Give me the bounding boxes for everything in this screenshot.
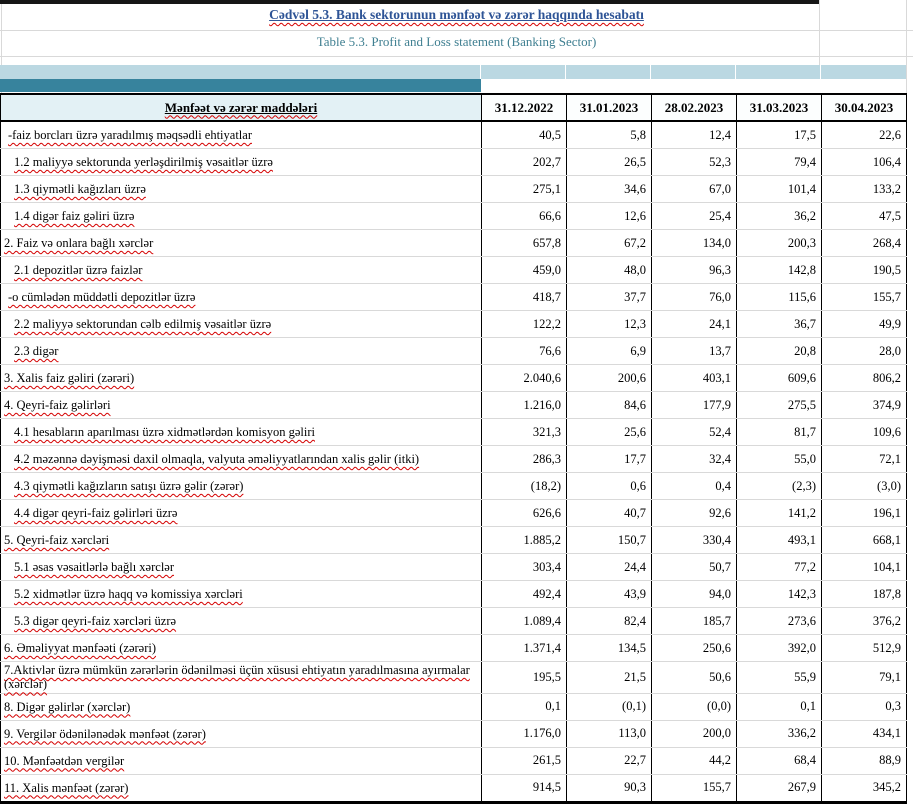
value-cell: 0,1 xyxy=(737,693,822,720)
value-cell: 76,0 xyxy=(652,284,737,311)
column-header-items: Mənfəət və zərər maddələri xyxy=(1,94,482,121)
value-cell: 609,6 xyxy=(737,365,822,392)
value-cell: 303,4 xyxy=(482,554,567,581)
value-cell: 104,1 xyxy=(822,554,907,581)
value-cell: 142,3 xyxy=(737,581,822,608)
value-cell: 24,4 xyxy=(567,554,652,581)
band-segment xyxy=(0,65,480,79)
value-cell: 321,3 xyxy=(482,419,567,446)
table-row xyxy=(1,554,907,581)
value-cell: 133,2 xyxy=(822,176,907,203)
table-row xyxy=(1,284,907,311)
value-cell: (0,0) xyxy=(652,693,737,720)
row-label: 1.2 maliyyə sektorunda yerləşdirilmiş vəsaitlər üzrə xyxy=(1,149,482,176)
row-label: 5. Qeyri-faiz xərcləri xyxy=(1,527,482,554)
value-cell: 106,4 xyxy=(822,149,907,176)
row-label: 2. Faiz və onlara bağlı xərclər xyxy=(1,230,482,257)
value-cell: 79,1 xyxy=(822,662,907,694)
value-cell: (18,2) xyxy=(482,473,567,500)
band-segment xyxy=(651,65,735,79)
value-cell: 336,2 xyxy=(737,720,822,747)
band-segment xyxy=(566,65,650,79)
row-label: 4.1 hesabların aparılması üzrə xidmətlərdən komisyon gəliri xyxy=(1,419,482,446)
value-cell: 261,5 xyxy=(482,747,567,774)
value-cell: 200,3 xyxy=(737,230,822,257)
row-label: 10. Mənfəətdən vergilər xyxy=(1,747,482,774)
table-title-azerbaijani[interactable]: Cədvəl 5.3. Bank sektorunun mənfəət və zərər haqqında hesabatı xyxy=(269,7,644,22)
value-cell: 668,1 xyxy=(822,527,907,554)
value-cell: 134,0 xyxy=(652,230,737,257)
value-cell: 50,6 xyxy=(652,662,737,694)
value-cell: 200,0 xyxy=(652,720,737,747)
value-cell: 40,7 xyxy=(567,500,652,527)
value-cell: 493,1 xyxy=(737,527,822,554)
value-cell: 17,7 xyxy=(567,446,652,473)
value-cell: 12,4 xyxy=(652,121,737,149)
value-cell: 286,3 xyxy=(482,446,567,473)
value-cell: 12,3 xyxy=(567,311,652,338)
row-label: 7.Aktivlər üzrə mümkün zərərlərin ödənilməsi üçün xüsusi ehtiyatın yaradılmasına ayırmalar (xərclər) xyxy=(1,662,482,694)
value-cell: 0,4 xyxy=(652,473,737,500)
value-cell: 115,6 xyxy=(737,284,822,311)
value-cell: 17,5 xyxy=(737,121,822,149)
column-header-date: 28.02.2023 xyxy=(652,94,737,121)
value-cell: 185,7 xyxy=(652,608,737,635)
value-cell: 914,5 xyxy=(482,774,567,802)
value-cell: (2,3) xyxy=(737,473,822,500)
value-cell: 141,2 xyxy=(737,500,822,527)
table-row xyxy=(1,121,907,149)
table-row xyxy=(1,747,907,774)
value-cell: 275,1 xyxy=(482,176,567,203)
value-cell: 49,9 xyxy=(822,311,907,338)
row-label: 4. Qeyri-faiz gəlirləri xyxy=(1,392,482,419)
column-header-date: 31.12.2022 xyxy=(482,94,567,121)
value-cell: 806,2 xyxy=(822,365,907,392)
value-cell: (0,1) xyxy=(567,693,652,720)
value-cell: 113,0 xyxy=(567,720,652,747)
value-cell: 44,2 xyxy=(652,747,737,774)
value-cell: 200,6 xyxy=(567,365,652,392)
value-cell: 187,8 xyxy=(822,581,907,608)
value-cell: 434,1 xyxy=(822,720,907,747)
value-cell: 101,4 xyxy=(737,176,822,203)
value-cell: 36,7 xyxy=(737,311,822,338)
table-row xyxy=(1,608,907,635)
table-row xyxy=(1,720,907,747)
value-cell: 36,2 xyxy=(737,203,822,230)
value-cell: 13,7 xyxy=(652,338,737,365)
previous-table-bottom-border xyxy=(0,0,819,4)
value-cell: 0,1 xyxy=(482,693,567,720)
value-cell: 26,5 xyxy=(567,149,652,176)
table-row xyxy=(1,257,907,284)
value-cell: 52,3 xyxy=(652,149,737,176)
row-label: -faiz borcları üzrə yaradılmış məqsədli ehtiyatlar xyxy=(1,121,482,149)
row-label: 2.2 maliyyə sektorundan cəlb edilmiş vəsaitlər üzrə xyxy=(1,311,482,338)
row-label: -o cümlədən müddətli depozitlər üzrə xyxy=(1,284,482,311)
value-cell: 40,5 xyxy=(482,121,567,149)
row-label: 11. Xalis mənfəət (zərər) xyxy=(1,774,482,802)
table-row xyxy=(1,230,907,257)
gridline-under-title-en xyxy=(0,56,913,57)
row-label: 1.4 digər faiz gəliri üzrə xyxy=(1,203,482,230)
value-cell: 142,8 xyxy=(737,257,822,284)
table-body xyxy=(1,121,907,802)
value-cell: 1.089,4 xyxy=(482,608,567,635)
value-cell: 28,0 xyxy=(822,338,907,365)
row-label: 4.2 məzənnə dəyişməsi daxil olmaqla, valyuta əməliyyatlarından xalis gəlir (itki) xyxy=(1,446,482,473)
row-label: 5.1 əsas vəsaitlərlə bağlı xərclər xyxy=(1,554,482,581)
value-cell: 1.176,0 xyxy=(482,720,567,747)
value-cell: 403,1 xyxy=(652,365,737,392)
value-cell: 459,0 xyxy=(482,257,567,284)
value-cell: 268,4 xyxy=(822,230,907,257)
value-cell: 22,6 xyxy=(822,121,907,149)
table-row xyxy=(1,500,907,527)
band-segment xyxy=(821,65,906,79)
value-cell: 0,3 xyxy=(822,693,907,720)
value-cell: 48,0 xyxy=(567,257,652,284)
value-cell: 50,7 xyxy=(652,554,737,581)
value-cell: 47,5 xyxy=(822,203,907,230)
row-label: 6. Əməliyyat mənfəəti (zərəri) xyxy=(1,635,482,662)
value-cell: 20,8 xyxy=(737,338,822,365)
value-cell: 68,4 xyxy=(737,747,822,774)
value-cell: 392,0 xyxy=(737,635,822,662)
value-cell: 34,6 xyxy=(567,176,652,203)
value-cell: 21,5 xyxy=(567,662,652,694)
table-row xyxy=(1,635,907,662)
value-cell: 6,9 xyxy=(567,338,652,365)
table-row xyxy=(1,581,907,608)
value-cell: 657,8 xyxy=(482,230,567,257)
table-row xyxy=(1,365,907,392)
row-label: 1.3 qiymətli kağızları üzrə xyxy=(1,176,482,203)
value-cell: 376,2 xyxy=(822,608,907,635)
row-label: 9. Vergilər ödənilənədək mənfəət (zərər) xyxy=(1,720,482,747)
value-cell: 52,4 xyxy=(652,419,737,446)
value-cell: 190,5 xyxy=(822,257,907,284)
table-row xyxy=(1,338,907,365)
table-header-row xyxy=(1,94,907,121)
gridline-under-title-az xyxy=(0,30,913,31)
value-cell: 79,4 xyxy=(737,149,822,176)
value-cell: 195,5 xyxy=(482,662,567,694)
value-cell: 196,1 xyxy=(822,500,907,527)
table-row xyxy=(1,527,907,554)
value-cell: 150,7 xyxy=(567,527,652,554)
table-row xyxy=(1,203,907,230)
row-label: 5.3 digər qeyri-faiz xərcləri üzrə xyxy=(1,608,482,635)
column-header-date: 31.03.2023 xyxy=(737,94,822,121)
column-header-date: 30.04.2023 xyxy=(822,94,907,121)
value-cell: 67,2 xyxy=(567,230,652,257)
value-cell: 267,9 xyxy=(737,774,822,802)
value-cell: 82,4 xyxy=(567,608,652,635)
value-cell: 43,9 xyxy=(567,581,652,608)
value-cell: 66,6 xyxy=(482,203,567,230)
table-row xyxy=(1,774,907,802)
table-row xyxy=(1,419,907,446)
value-cell: 55,0 xyxy=(737,446,822,473)
value-cell: 1.885,2 xyxy=(482,527,567,554)
value-cell: 32,4 xyxy=(652,446,737,473)
value-cell: 90,3 xyxy=(567,774,652,802)
value-cell: 94,0 xyxy=(652,581,737,608)
value-cell: 492,4 xyxy=(482,581,567,608)
value-cell: 92,6 xyxy=(652,500,737,527)
value-cell: 109,6 xyxy=(822,419,907,446)
value-cell: 0,6 xyxy=(567,473,652,500)
value-cell: 626,6 xyxy=(482,500,567,527)
column-header-date: 31.01.2023 xyxy=(567,94,652,121)
value-cell: 72,1 xyxy=(822,446,907,473)
value-cell: 55,9 xyxy=(737,662,822,694)
value-cell: 202,7 xyxy=(482,149,567,176)
value-cell: 12,6 xyxy=(567,203,652,230)
table-title-english: Table 5.3. Profit and Loss statement (Banking Sector) xyxy=(316,34,597,49)
value-cell: 155,7 xyxy=(822,284,907,311)
value-cell: 67,0 xyxy=(652,176,737,203)
value-cell: (3,0) xyxy=(822,473,907,500)
table-row xyxy=(1,693,907,720)
row-label: 3. Xalis faiz gəliri (zərəri) xyxy=(1,365,482,392)
value-cell: 76,6 xyxy=(482,338,567,365)
value-cell: 37,7 xyxy=(567,284,652,311)
value-cell: 250,6 xyxy=(652,635,737,662)
band-segment xyxy=(481,65,565,79)
value-cell: 1.371,4 xyxy=(482,635,567,662)
row-label: 2.3 digər xyxy=(1,338,482,365)
value-cell: 24,1 xyxy=(652,311,737,338)
value-cell: 5,8 xyxy=(567,121,652,149)
row-label: 8. Digər gəlirlər (xərclər) xyxy=(1,693,482,720)
value-cell: 88,9 xyxy=(822,747,907,774)
value-cell: 134,5 xyxy=(567,635,652,662)
row-label: 4.4 digər qeyri-faiz gəlirləri üzrə xyxy=(1,500,482,527)
row-label: 4.3 qiymətli kağızların satışı üzrə gəlir (zərər) xyxy=(1,473,482,500)
value-cell: 155,7 xyxy=(652,774,737,802)
value-cell: 330,4 xyxy=(652,527,737,554)
band-segment xyxy=(736,65,820,79)
value-cell: 177,9 xyxy=(652,392,737,419)
teal-band xyxy=(0,79,481,92)
value-cell: 25,6 xyxy=(567,419,652,446)
table-row xyxy=(1,473,907,500)
table-row xyxy=(1,662,907,694)
table-row xyxy=(1,392,907,419)
table-row xyxy=(1,149,907,176)
value-cell: 84,6 xyxy=(567,392,652,419)
light-blue-band xyxy=(0,65,906,79)
value-cell: 2.040,6 xyxy=(482,365,567,392)
value-cell: 512,9 xyxy=(822,635,907,662)
value-cell: 77,2 xyxy=(737,554,822,581)
value-cell: 273,6 xyxy=(737,608,822,635)
row-label: 5.2 xidmətlər üzrə haqq və komissiya xərcləri xyxy=(1,581,482,608)
value-cell: 1.216,0 xyxy=(482,392,567,419)
value-cell: 374,9 xyxy=(822,392,907,419)
table-row xyxy=(1,176,907,203)
row-label: 2.1 depozitlər üzrə faizlər xyxy=(1,257,482,284)
value-cell: 96,3 xyxy=(652,257,737,284)
profit-loss-table xyxy=(0,93,907,804)
value-cell: 345,2 xyxy=(822,774,907,802)
value-cell: 25,4 xyxy=(652,203,737,230)
value-cell: 275,5 xyxy=(737,392,822,419)
value-cell: 22,7 xyxy=(567,747,652,774)
table-row xyxy=(1,446,907,473)
table-row xyxy=(1,311,907,338)
value-cell: 122,2 xyxy=(482,311,567,338)
value-cell: 81,7 xyxy=(737,419,822,446)
value-cell: 418,7 xyxy=(482,284,567,311)
